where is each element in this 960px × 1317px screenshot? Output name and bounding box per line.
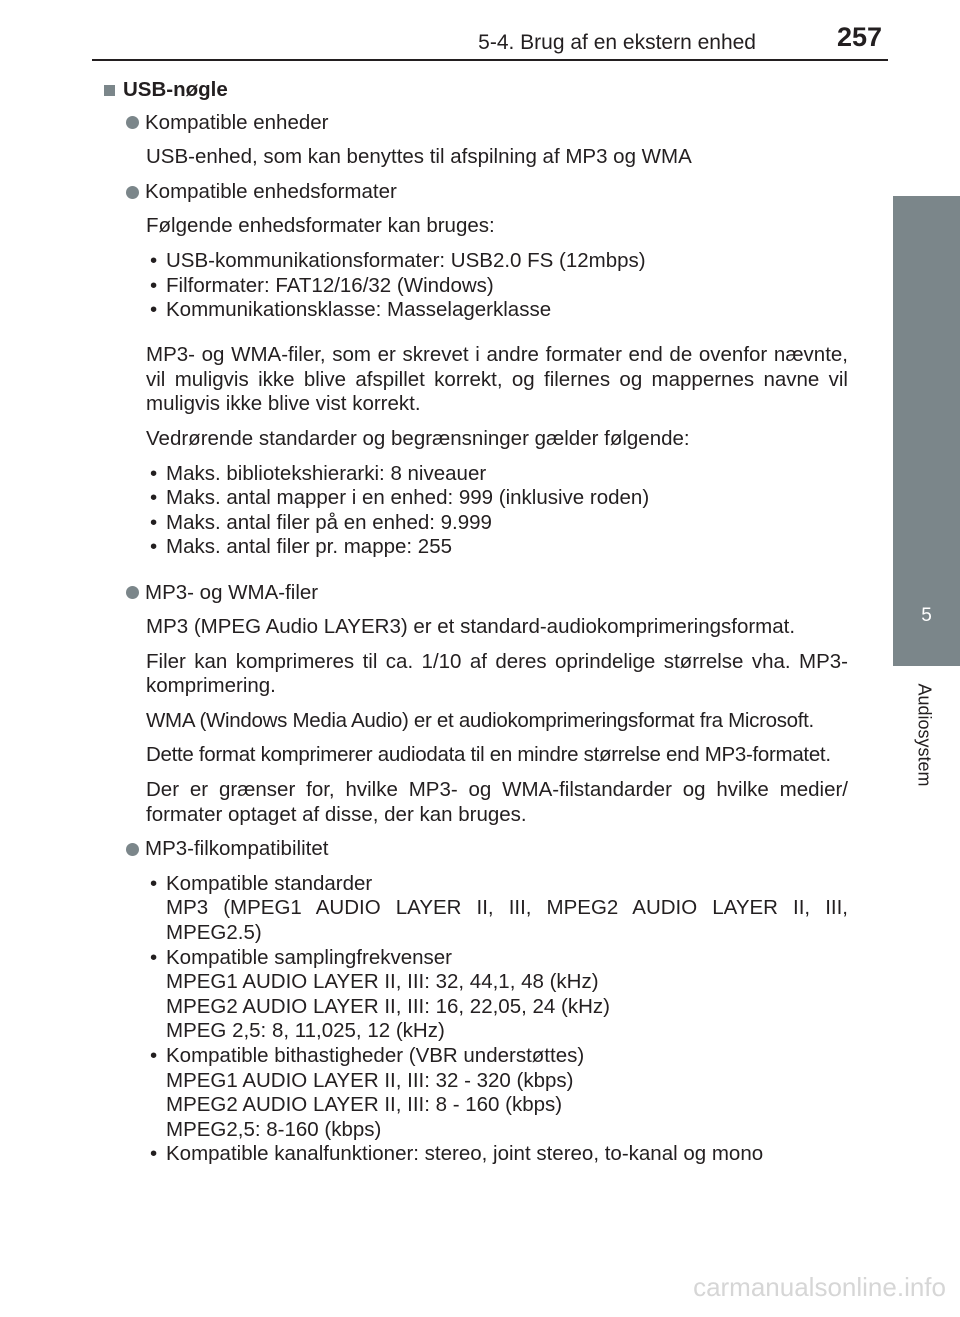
limits-list — [146, 462, 848, 560]
list-item: • Maks. bibliotekshierarki: 8 niveauer — [146, 462, 848, 487]
bullet-compatible-devices — [126, 111, 848, 136]
paragraph: MP3- og WMA-filer, som er skrevet i andre formater end de ovenfor nævnte, vil muligvis ikke blive afspillet korrekt, og filernes og mappernes navne vil muligvis ikke blive vist korrekt. — [146, 343, 848, 416]
list-item: • Maks. antal filer på en enhed: 9.999 — [146, 511, 848, 536]
chapter-label: Audiosystem — [914, 683, 935, 787]
paragraph: Der er grænser for, hvilke MP3- og WMA-filstandarder og hvilke medier/ formater optaget af disse, der kan bruges. — [146, 778, 848, 826]
list-item — [146, 946, 848, 1044]
bullet-device-formats — [126, 180, 848, 205]
list-item: • Maks. antal mapper i en enhed: 999 (inklusive roden) — [146, 486, 848, 511]
item-line: MPEG 2,5: 8, 11,025, 12 (kHz) — [166, 1019, 445, 1043]
watermark: carmanualsonline.info — [693, 1272, 946, 1302]
item-lines — [166, 896, 848, 945]
item-title: • Kompatible samplingfrekvenser — [166, 945, 452, 969]
list-item: • USB-kommunikationsformater: USB2.0 FS (12mbps) — [146, 249, 848, 274]
section-heading — [104, 78, 848, 103]
bullet-title: Kompatible enheder — [145, 110, 329, 134]
paragraph: Følgende enhedsformater kan bruges: — [146, 214, 495, 238]
item-line: MPEG2 AUDIO LAYER II, III: 8 - 160 (kbps) — [166, 1093, 563, 1117]
item-line: MPEG2,5: 8-160 (kbps) — [166, 1117, 382, 1141]
circle-bullet-icon — [126, 186, 139, 199]
heading-text: USB-nøgle — [123, 78, 228, 101]
compat-list — [146, 872, 848, 1167]
paragraph: WMA (Windows Media Audio) er et audiokomprimeringsformat fra Microsoft. — [146, 708, 814, 732]
item-title: • Kompatible kanalfunktioner: stereo, joint stereo, to-kanal og mono — [166, 1142, 764, 1166]
paragraph: Vedrørende standarder og begrænsninger gælder følgende: — [146, 427, 690, 451]
paragraph: MP3 (MPEG Audio LAYER3) er et standard-audiokomprimeringsformat. — [146, 615, 796, 639]
item-line: MP3 (MPEG1 AUDIO LAYER II, III, MPEG2 AUDIO LAYER II, III, MPEG2.5) — [166, 896, 848, 945]
bullet-title: MP3-filkompatibilitet — [145, 837, 329, 861]
section-title: 5-4. Brug af en ekstern enhed — [478, 31, 756, 54]
list-item: • Kommunikationsklasse: Masselagerklasse — [146, 298, 848, 323]
page-number: 257 — [836, 22, 882, 52]
bullet-mp3-compat — [126, 837, 848, 862]
bullet-mp3-wma-files — [126, 581, 848, 606]
circle-bullet-icon — [126, 843, 139, 856]
chapter-tab — [893, 196, 960, 666]
item-line: MPEG1 AUDIO LAYER II, III: 32 - 320 (kbps) — [166, 1068, 574, 1092]
item-title: • Kompatible standarder — [166, 871, 373, 895]
page-content — [104, 78, 848, 1187]
header-divider — [92, 59, 888, 61]
paragraph: Dette format komprimerer audiodata til en mindre størrelse end MP3-formatet. — [146, 743, 831, 767]
square-bullet-icon — [104, 85, 115, 96]
list-item — [146, 1142, 848, 1167]
item-title: • Kompatible bithastigheder (VBR understøttes) — [166, 1044, 585, 1067]
list-item: • Maks. antal filer pr. mappe: 255 — [146, 535, 848, 560]
circle-bullet-icon — [126, 116, 139, 129]
circle-bullet-icon — [126, 586, 139, 599]
list-item: • Filformater: FAT12/16/32 (Windows) — [146, 274, 848, 299]
list-item — [146, 872, 848, 946]
chapter-number: 5 — [921, 605, 932, 626]
bullet-title: Kompatible enhedsformater — [145, 179, 397, 203]
paragraph: USB-enhed, som kan benyttes til afspilning af MP3 og WMA — [146, 145, 692, 169]
item-line: MPEG2 AUDIO LAYER II, III: 16, 22,05, 24 (kHz) — [166, 994, 610, 1018]
bullet-title: MP3- og WMA-filer — [145, 580, 319, 604]
paragraph: Filer kan komprimeres til ca. 1/10 af deres oprindelige størrelse vha. MP3-komprimering. — [146, 649, 848, 698]
page-header — [0, 0, 960, 60]
list-item — [146, 1044, 848, 1142]
format-list — [146, 249, 848, 323]
item-line: MPEG1 AUDIO LAYER II, III: 32, 44,1, 48 (kHz) — [166, 970, 599, 994]
